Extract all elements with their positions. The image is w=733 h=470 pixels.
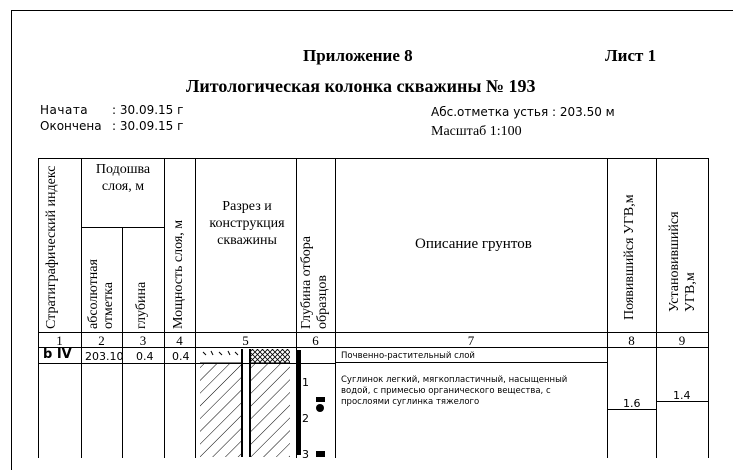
depth-value: 0.4 [136, 350, 154, 363]
thickness-value: 0.4 [172, 350, 190, 363]
borehole-section-drawing [195, 347, 296, 457]
strat-index-value: b IV [43, 347, 72, 362]
col-number-7: 7 [467, 333, 475, 348]
col-number-6: 6 [312, 333, 319, 348]
gw-appeared-value: 1.6 [623, 397, 641, 410]
layer-2-description: Суглинок легкий, мягкопластичный, насыщенный водой, с примесью органического вещества, с прослоями суглинка тяжелого [341, 375, 568, 407]
header-sole-group: Подошва слоя, м [95, 162, 151, 194]
header-gw-appeared: Появившийся УГВ,м [622, 194, 637, 320]
col-number-2: 2 [98, 333, 105, 348]
finished-label: Окончена [40, 119, 102, 133]
layer-1-description: Почвенно-растительный слой [341, 351, 475, 361]
abs-mark-value: 203.10 [85, 350, 124, 363]
header-depth: глубина [134, 281, 149, 329]
col-number-1: 1 [56, 333, 63, 348]
started-label: Начата [40, 103, 89, 117]
sample-number-2: 2 [302, 412, 309, 425]
col-number-9: 9 [678, 333, 686, 348]
gw-established-value: 1.4 [673, 389, 691, 402]
header-strat-index: Стратиграфический индекс [44, 165, 59, 329]
header-section: Разрез и конструкция скважины [209, 199, 285, 248]
sheet-label: Лист 1 [605, 46, 657, 65]
col-number-4: 4 [176, 333, 183, 348]
scale-label: Масштаб 1:100 [431, 124, 522, 139]
document-title: Литологическая колонка скважины № 193 [186, 76, 536, 96]
header-thickness: Мощность слоя, м [171, 219, 186, 329]
header-sample-depth: Глубина отбора образцов [299, 236, 330, 329]
started-value: : 30.09.15 г [112, 103, 184, 117]
appendix-label: Приложение 8 [303, 46, 413, 65]
header-description: Описание грунтов [415, 236, 532, 252]
col-number-5: 5 [242, 333, 249, 348]
header-gw-established: Установившийся УГВ,м [667, 211, 698, 312]
header-abs-mark: абсолютная отметка [86, 259, 116, 329]
elevation-label: Абс.отметка устья : 203.50 м [431, 105, 615, 119]
col-number-8: 8 [628, 333, 635, 348]
finished-value: : 30.09.15 г [112, 119, 184, 133]
sample-number-3: 3 [302, 448, 309, 461]
sample-markers [296, 347, 335, 457]
col-number-3: 3 [139, 333, 147, 348]
sample-number-1: 1 [302, 376, 309, 389]
